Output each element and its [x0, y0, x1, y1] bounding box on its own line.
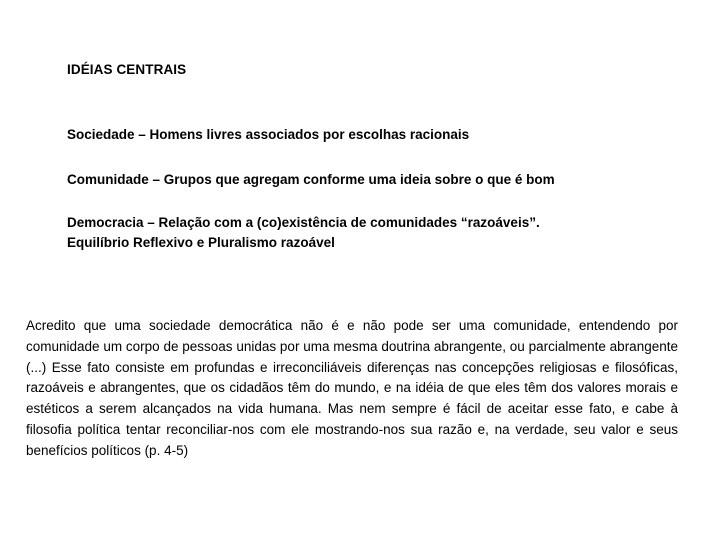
- idea-sociedade: Sociedade – Homens livres associados por escolhas racionais: [67, 127, 470, 142]
- idea-democracia: [67, 213, 540, 253]
- idea-democracia-line-1: Democracia – Relação com a (co)existência de comunidades “razoáveis”.: [67, 215, 540, 230]
- idea-democracia-line-2: Equilíbrio Reflexivo e Pluralismo razoável: [67, 235, 335, 250]
- slide-title: IDÉIAS CENTRAIS: [67, 62, 187, 77]
- idea-comunidade: Comunidade – Grupos que agregam conforme uma ideia sobre o que é bom: [67, 172, 555, 187]
- quote-paragraph: Acredito que uma sociedade democrática não é e não pode ser uma comunidade, entendendo por comunidade um corpo de pessoas unidas por uma mesma doutrina abrangente, ou parcialmente abrangente (...) Esse fato consiste em profundas e irreconciliáveis diferenças nas concepções religiosas e filosóficas, razoáveis e abrangentes, que os cidadãos têm do mundo, e na idéia de que eles têm dos valores morais e estéticos a serem alcançados na vida humana. Mas nem sempre é fácil de aceitar esse fato, e cabe à filosofia política tentar reconciliar-nos com ele mostrando-nos sua razão e, na verdade, seu valor e seus benefícios políticos (p. 4-5): [26, 318, 678, 458]
